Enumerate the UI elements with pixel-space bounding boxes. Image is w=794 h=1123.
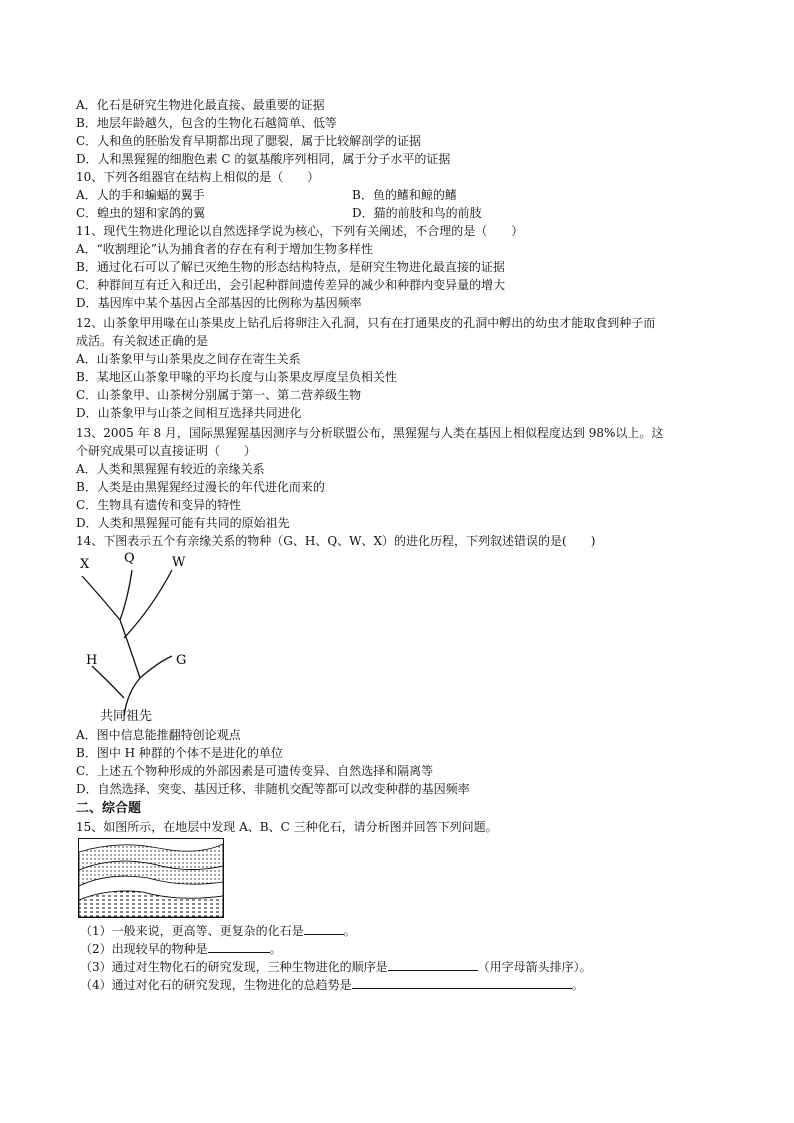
- q11-option-d: D．基因库中某个基因占全部基因的比例称为基因频率: [76, 296, 362, 310]
- q12-option-d: D．山茶象甲与山茶之间相互选择共同进化: [76, 406, 302, 420]
- q12-option-c: C．山茶象甲、山茶树分别属于第一、第二营养级生物: [76, 388, 362, 402]
- q15-sub4: （4）通过对化石的研究发现，生物进化的总趋势是 。: [80, 978, 584, 992]
- answer-blank-3[interactable]: [388, 958, 478, 971]
- q9-option-d: D．人和黑猩猩的细胞色素 C 的氨基酸序列相同，属于分子水平的证据: [76, 152, 451, 166]
- evolution-tree-diagram: [72, 548, 252, 728]
- q14-option-b: B．图中 H 种群的个体不是进化的单位: [76, 746, 283, 760]
- q13-option-a: A．人类和黑猩猩有较近的亲缘关系: [76, 462, 265, 476]
- q9-option-a: A．化石是研究生物进化最直接、最重要的证据: [76, 98, 325, 112]
- answer-blank-1[interactable]: [304, 922, 344, 935]
- q11-option-c: C．种群间互有迁入和迁出，会引起种群间遗传差异的减少和种群内变异量的增大: [76, 278, 506, 292]
- q10-stem: 10、下列各组器官在结构上相似的是（ ）: [76, 170, 320, 184]
- q12-stem-line2: 成活。有关叙述正确的是: [76, 334, 209, 348]
- q15-sub2: （2）出现较早的物种是 。: [80, 942, 282, 956]
- answer-blank-2[interactable]: [208, 940, 270, 953]
- section-title: 二、综合题: [76, 801, 142, 816]
- q13-stem-line1: 13、2005 年 8 月，国际黑猩猩基因测序与分析联盟公布，黑猩猩与人类在基因上相似程度达到 98%以上。这: [76, 426, 664, 440]
- q13-stem-line2: 个研究成果可以直接证明（ ）: [76, 444, 257, 458]
- tree-label-g: G: [176, 653, 187, 668]
- q15-stem: 15、如图所示，在地层中发现 A、B、C 三种化石，请分析图并回答下列问题。: [76, 820, 498, 834]
- tree-label-h: H: [86, 653, 98, 668]
- q12-option-b: B．某地区山茶象甲喙的平均长度与山茶果皮厚度呈负相关性: [76, 370, 397, 384]
- q13-option-d: D．人类和黑猩猩可能有共同的原始祖先: [76, 516, 290, 530]
- tree-label-w: W: [172, 555, 186, 570]
- q13-option-c: C．生物具有遗传和变异的特性: [76, 498, 242, 512]
- tree-label-q: Q: [124, 551, 135, 566]
- q11-option-a: A．“收割理论”认为捕食者的存在有利于增加生物多样性: [76, 242, 373, 256]
- q14-option-a: A．图中信息能推翻特创论观点: [76, 728, 241, 742]
- tree-root-label: 共同祖先: [100, 709, 153, 724]
- q9-option-c: C．人和鱼的胚胎发育早期都出现了腮裂，属于比较解剖学的证据: [76, 134, 422, 148]
- q14-stem: 14、下图表示五个有亲缘关系的物种（G、H、Q、W、X）的进化历程，下列叙述错误的是( ): [76, 534, 596, 548]
- q11-stem: 11、现代生物进化理论以自然选择学说为核心，下列有关阐述，不合理的是（ ）: [76, 224, 524, 238]
- q10-option-b: B．鱼的鳍和鲸的鳍: [352, 188, 457, 202]
- q12-stem-line1: 12、山茶象甲用喙在山茶果皮上钻孔后将卵注入孔洞，只有在打通果皮的孔洞中孵出的幼虫才能取食到种子而: [76, 316, 656, 330]
- q15-sub3: （3）通过对生物化石的研究发现，三种生物进化的顺序是 （用字母箭头排序）。: [80, 960, 592, 974]
- q14-option-d: D．自然选择、突变、基因迁移、非随机交配等都可以改变种群的基因频率: [76, 782, 470, 796]
- tree-label-x: X: [80, 557, 90, 572]
- answer-blank-4[interactable]: [352, 976, 572, 989]
- q13-option-b: B．人类是由黑猩猩经过漫长的年代进化而来的: [76, 480, 325, 494]
- q15-sub1: （1）一般来说，更高等、更复杂的化石是 。: [80, 924, 356, 938]
- q12-option-a: A．山茶象甲与山茶果皮之间存在寄生关系: [76, 352, 301, 366]
- q14-option-c: C．上述五个物种形成的外部因素是可遗传变异、自然选择和隔离等: [76, 764, 434, 778]
- q11-option-b: B．通过化石可以了解已灭绝生物的形态结构特点，是研究生物进化最直接的证据: [76, 260, 505, 274]
- q9-option-b: B．地层年龄越久，包含的生物化石越简单、低等: [76, 116, 337, 130]
- q10-option-d: D．猫的前肢和鸟的前肢: [352, 206, 482, 220]
- q10-option-c: C．蝗虫的翅和家鸽的翼: [76, 206, 206, 220]
- q10-option-a: A．人的手和蝙蝠的翼手: [76, 188, 205, 202]
- fossil-strata-diagram: [78, 838, 224, 918]
